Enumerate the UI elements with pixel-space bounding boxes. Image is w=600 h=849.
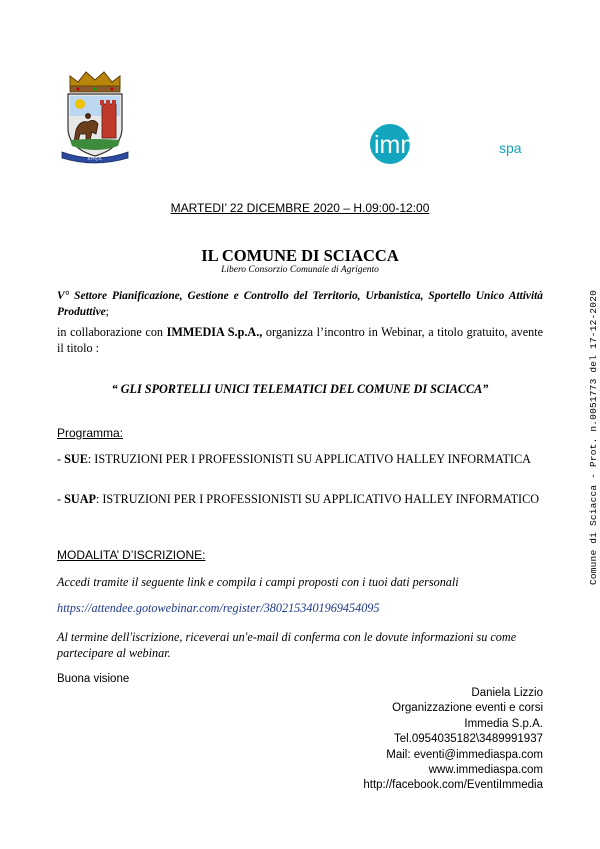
collab-org: IMMEDIA S.p.A.,: [166, 325, 263, 339]
sector-text: V° Settore Pianificazione, Gestione e Controllo del Territorio, Urbanistica, Sportello Unico Attività Produttive: [57, 290, 543, 318]
svg-text:S.P.Q.S.: S.P.Q.S.: [87, 156, 103, 161]
signature-website[interactable]: www.immediaspa.com: [428, 764, 543, 777]
collab-prefix: in collaborazione con: [57, 325, 167, 339]
immedia-logo: [370, 120, 530, 166]
collaboration-paragraph: [57, 325, 543, 356]
signature-facebook[interactable]: http://facebook.com/EventiImmedia: [363, 779, 543, 792]
page-subtitle: Libero Consorzio Comunale di Agrigento: [221, 265, 379, 275]
webinar-register-link[interactable]: https://attendee.gotowebinar.com/register/3802153401969454095: [57, 601, 380, 615]
program-item-code: SUE: [64, 452, 88, 466]
program-item-code: SUAP: [64, 492, 96, 506]
sector-suffix: ;: [105, 305, 109, 318]
registration-heading: MODALITA’ D’ISCRIZIONE:: [57, 548, 206, 562]
program-item-text: : ISTRUZIONI PER I PROFESSIONISTI SU APPLICATIVO HALLEY INFORMATICO: [95, 492, 539, 506]
signature-phone: Tel.0954035182\3489991937: [393, 733, 543, 746]
sector-description: [57, 289, 543, 320]
program-item-text: : ISTRUZIONI PER I PROFESSIONISTI SU APPLICATIVO HALLEY INFORMATICA: [87, 452, 531, 466]
program-item: - SUE: ISTRUZIONI PER I PROFESSIONISTI SU APPLICATIVO HALLEY INFORMATICA: [57, 452, 531, 466]
registration-instructions: Accedi tramite il seguente link e compila i campi proposti con i tuoi dati personali: [57, 575, 459, 589]
signature-block: [363, 686, 543, 794]
signature-company: Immedia S.p.A.: [464, 717, 543, 730]
signature-email[interactable]: Mail: eventi@immediaspa.com: [386, 748, 543, 761]
closing-text: Buona visione: [57, 673, 130, 685]
logo-text: immedia: [374, 131, 469, 159]
page-title: IL COMUNE DI SCIACCA: [201, 246, 399, 265]
signature-role: Organizzazione eventi e corsi: [392, 702, 543, 715]
protocol-stamp: Comune di Sciacca - Prot. n.0051773 del 17-12-2020: [588, 290, 599, 586]
signature-name: Daniela Lizzio: [471, 687, 543, 699]
coat-of-arms-icon: [56, 68, 134, 168]
program-item: - SUAP: ISTRUZIONI PER I PROFESSIONISTI SU APPLICATIVO HALLEY INFORMATICO: [57, 492, 539, 506]
collab-suffix: organizza l’incontro in Webinar, a titolo gratuito, avente il titolo :: [57, 325, 543, 355]
programma-heading: Programma:: [57, 426, 124, 440]
event-title: “ GLI SPORTELLI UNICI TELEMATICI DEL COMUNE DI SCIACCA”: [111, 382, 489, 396]
confirmation-note: Al termine dell'iscrizione, riceverai un'e-mail di conferma con le dovute informazioni su come partecipare al webinar.: [57, 630, 517, 660]
logo-suffix: spa: [499, 140, 522, 156]
event-date-line: MARTEDI’ 22 DICEMBRE 2020 – H.09:00-12:00: [170, 201, 430, 215]
